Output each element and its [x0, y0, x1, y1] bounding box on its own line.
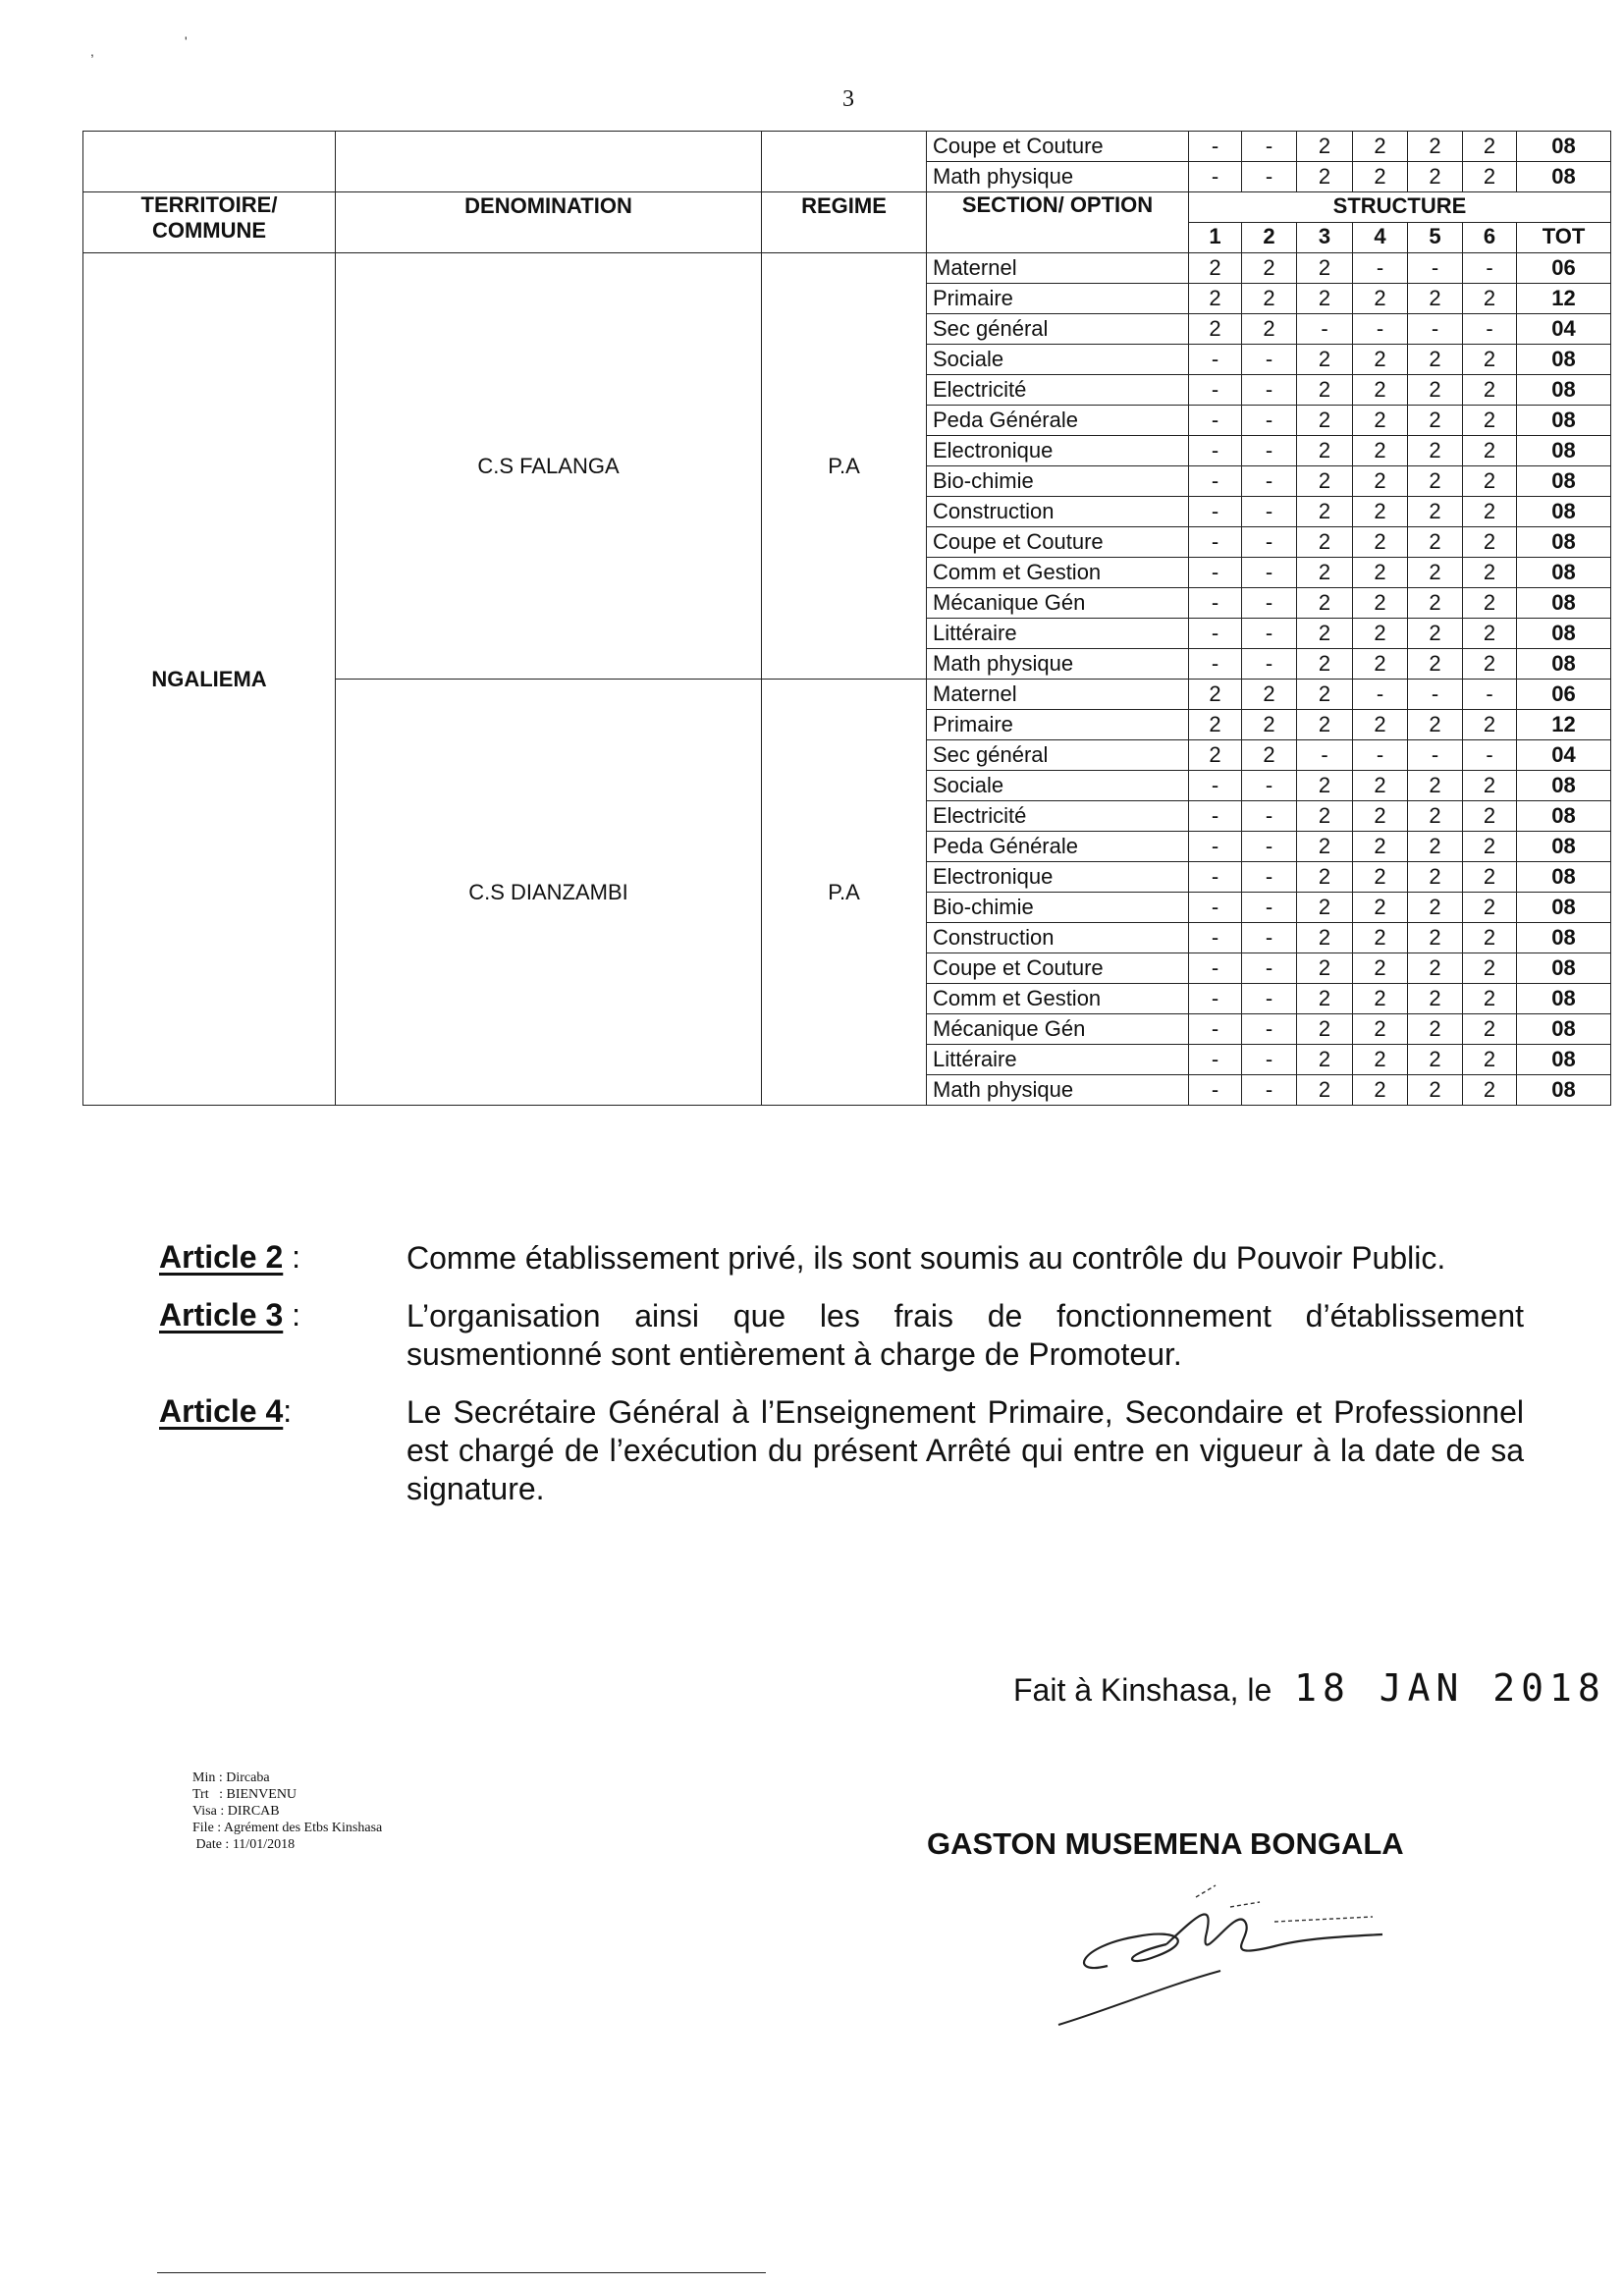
count-cell: 2 — [1463, 619, 1517, 649]
count-cell: 2 — [1353, 497, 1408, 527]
total-cell: 08 — [1517, 558, 1611, 588]
count-cell: 2 — [1408, 1075, 1463, 1106]
count-cell: 2 — [1297, 923, 1353, 953]
option-cell: Electronique — [927, 436, 1189, 466]
article — [159, 1297, 1524, 1374]
count-cell: 2 — [1463, 436, 1517, 466]
count-cell: - — [1463, 253, 1517, 284]
count-cell: 2 — [1297, 710, 1353, 740]
option-cell: Construction — [927, 497, 1189, 527]
count-cell: 2 — [1408, 132, 1463, 162]
count-cell: - — [1242, 649, 1297, 680]
header-col: 1 — [1189, 223, 1242, 253]
count-cell: 2 — [1408, 162, 1463, 192]
count-cell: 2 — [1353, 984, 1408, 1014]
count-cell: 2 — [1408, 466, 1463, 497]
count-cell: 2 — [1297, 345, 1353, 375]
total-cell: 04 — [1517, 740, 1611, 771]
count-cell: 2 — [1408, 558, 1463, 588]
article-label — [159, 1393, 406, 1508]
total-cell: 08 — [1517, 832, 1611, 862]
article-separator: : — [283, 1239, 301, 1275]
regime-cell: P.A — [762, 253, 927, 680]
option-cell: Electricité — [927, 801, 1189, 832]
count-cell: 2 — [1408, 497, 1463, 527]
total-cell: 06 — [1517, 253, 1611, 284]
count-cell: - — [1242, 984, 1297, 1014]
article-number: Article 4 — [159, 1393, 284, 1429]
count-cell: 2 — [1463, 345, 1517, 375]
count-cell: 2 — [1297, 984, 1353, 1014]
count-cell: 2 — [1463, 558, 1517, 588]
footer-rule — [157, 2272, 766, 2273]
count-cell: 2 — [1297, 162, 1353, 192]
count-cell: 2 — [1463, 162, 1517, 192]
option-cell: Coupe et Couture — [927, 527, 1189, 558]
count-cell: 2 — [1408, 771, 1463, 801]
option-cell: Mécanique Gén — [927, 1014, 1189, 1045]
count-cell: 2 — [1408, 893, 1463, 923]
count-cell: - — [1463, 740, 1517, 771]
article-text: L’organisation ainsi que les frais de fonctionnement d’établissement susmentionné sont entièrement à charge de Promoteur. — [406, 1298, 1524, 1372]
count-cell: 2 — [1189, 710, 1242, 740]
count-cell: 2 — [1353, 710, 1408, 740]
count-cell: - — [1242, 619, 1297, 649]
total-cell: 08 — [1517, 345, 1611, 375]
article-text: Comme établissement privé, ils sont soumis au contrôle du Pouvoir Public. — [406, 1240, 1446, 1276]
count-cell: 2 — [1463, 953, 1517, 984]
total-cell: 08 — [1517, 162, 1611, 192]
count-cell: 2 — [1463, 923, 1517, 953]
article-number: Article 2 — [159, 1239, 284, 1275]
count-cell: - — [1353, 314, 1408, 345]
option-cell: Peda Générale — [927, 832, 1189, 862]
count-cell: 2 — [1408, 984, 1463, 1014]
count-cell: - — [1189, 893, 1242, 923]
total-cell: 08 — [1517, 497, 1611, 527]
option-cell: Sec général — [927, 314, 1189, 345]
count-cell: 2 — [1297, 284, 1353, 314]
header-section: SECTION/ OPTION — [927, 192, 1189, 253]
option-cell: Sec général — [927, 740, 1189, 771]
count-cell: - — [1408, 740, 1463, 771]
total-cell: 12 — [1517, 284, 1611, 314]
total-cell: 08 — [1517, 132, 1611, 162]
count-cell: 2 — [1297, 1045, 1353, 1075]
count-cell: 2 — [1297, 253, 1353, 284]
count-cell: 2 — [1408, 375, 1463, 406]
reference-block — [192, 1769, 382, 1853]
count-cell: - — [1463, 680, 1517, 710]
total-cell: 08 — [1517, 923, 1611, 953]
count-cell: - — [1242, 801, 1297, 832]
count-cell: 2 — [1408, 1045, 1463, 1075]
empty-territory-cell — [83, 132, 336, 192]
count-cell: 2 — [1408, 862, 1463, 893]
count-cell: - — [1189, 953, 1242, 984]
header-col: 2 — [1242, 223, 1297, 253]
total-cell: 08 — [1517, 801, 1611, 832]
count-cell: - — [1189, 801, 1242, 832]
place-date-text: Fait à Kinshasa, le — [1013, 1672, 1272, 1708]
count-cell: 2 — [1297, 1014, 1353, 1045]
option-cell: Primaire — [927, 284, 1189, 314]
count-cell: - — [1189, 619, 1242, 649]
count-cell: 2 — [1463, 1075, 1517, 1106]
option-cell: Bio-chimie — [927, 893, 1189, 923]
option-cell: Electricité — [927, 375, 1189, 406]
count-cell: - — [1242, 162, 1297, 192]
article-label — [159, 1239, 406, 1278]
count-cell: 2 — [1242, 680, 1297, 710]
count-cell: - — [1189, 1014, 1242, 1045]
count-cell: 2 — [1408, 345, 1463, 375]
total-cell: 08 — [1517, 1075, 1611, 1106]
total-cell: 08 — [1517, 771, 1611, 801]
count-cell: - — [1189, 771, 1242, 801]
article-separator: : — [283, 1393, 293, 1429]
count-cell: - — [1297, 740, 1353, 771]
count-cell: 2 — [1297, 527, 1353, 558]
school-name-cell: C.S DIANZAMBI — [336, 680, 762, 1106]
count-cell: 2 — [1463, 375, 1517, 406]
count-cell: - — [1242, 497, 1297, 527]
count-cell: 2 — [1189, 314, 1242, 345]
count-cell: - — [1189, 162, 1242, 192]
place-date — [1013, 1666, 1606, 1710]
count-cell: - — [1242, 132, 1297, 162]
count-cell: - — [1242, 1014, 1297, 1045]
option-cell: Math physique — [927, 1075, 1189, 1106]
count-cell: 2 — [1189, 740, 1242, 771]
reference-line: Date : 11/01/2018 — [192, 1837, 296, 1852]
header-col: 3 — [1297, 223, 1353, 253]
count-cell: 2 — [1242, 314, 1297, 345]
count-cell: 2 — [1353, 284, 1408, 314]
count-cell: 2 — [1297, 832, 1353, 862]
count-cell: 2 — [1463, 710, 1517, 740]
option-cell: Littéraire — [927, 1045, 1189, 1075]
count-cell: 2 — [1463, 771, 1517, 801]
count-cell: 2 — [1463, 984, 1517, 1014]
option-cell: Primaire — [927, 710, 1189, 740]
count-cell: - — [1189, 375, 1242, 406]
count-cell: - — [1189, 558, 1242, 588]
count-cell: 2 — [1297, 862, 1353, 893]
school-name-cell: C.S FALANGA — [336, 253, 762, 680]
total-cell: 08 — [1517, 619, 1611, 649]
empty-denomination-cell — [336, 132, 762, 192]
count-cell: 2 — [1353, 588, 1408, 619]
count-cell: 2 — [1353, 953, 1408, 984]
article-number: Article 3 — [159, 1297, 284, 1333]
count-cell: 2 — [1297, 497, 1353, 527]
reference-line: Visa : DIRCAB — [192, 1804, 280, 1819]
count-cell: 2 — [1297, 558, 1353, 588]
count-cell: - — [1242, 953, 1297, 984]
count-cell: 2 — [1242, 284, 1297, 314]
count-cell: - — [1189, 862, 1242, 893]
handwritten-signature — [1049, 1878, 1422, 2044]
count-cell: - — [1189, 1045, 1242, 1075]
territory-cell: NGALIEMA — [83, 253, 336, 1106]
count-cell: 2 — [1353, 406, 1408, 436]
count-cell: - — [1189, 497, 1242, 527]
total-cell: 08 — [1517, 862, 1611, 893]
count-cell: - — [1242, 588, 1297, 619]
count-cell: - — [1242, 923, 1297, 953]
count-cell: 2 — [1463, 466, 1517, 497]
count-cell: 2 — [1408, 436, 1463, 466]
count-cell: 2 — [1297, 406, 1353, 436]
count-cell: 2 — [1353, 527, 1408, 558]
total-cell: 08 — [1517, 527, 1611, 558]
count-cell: 2 — [1463, 862, 1517, 893]
count-cell: - — [1189, 345, 1242, 375]
count-cell: 2 — [1463, 406, 1517, 436]
count-cell: 2 — [1353, 1075, 1408, 1106]
count-cell: 2 — [1408, 832, 1463, 862]
count-cell: 2 — [1242, 740, 1297, 771]
signatory-name: GASTON MUSEMENA BONGALA — [927, 1826, 1404, 1861]
count-cell: - — [1242, 375, 1297, 406]
count-cell: - — [1189, 1075, 1242, 1106]
count-cell: 2 — [1353, 649, 1408, 680]
table-row — [83, 132, 1611, 162]
option-cell: Sociale — [927, 771, 1189, 801]
option-cell: Comm et Gestion — [927, 558, 1189, 588]
count-cell: - — [1189, 406, 1242, 436]
total-cell: 08 — [1517, 588, 1611, 619]
header-territoire: TERRITOIRE/ COMMUNE — [83, 192, 336, 253]
count-cell: 2 — [1353, 862, 1408, 893]
count-cell: - — [1242, 893, 1297, 923]
header-col: TOT — [1517, 223, 1611, 253]
article — [159, 1239, 1524, 1278]
header-col: 6 — [1463, 223, 1517, 253]
count-cell: - — [1242, 345, 1297, 375]
count-cell: 2 — [1189, 253, 1242, 284]
count-cell: - — [1242, 1075, 1297, 1106]
count-cell: - — [1242, 862, 1297, 893]
count-cell: 2 — [1463, 893, 1517, 923]
count-cell: 2 — [1297, 1075, 1353, 1106]
count-cell: 2 — [1408, 710, 1463, 740]
count-cell: 2 — [1408, 1014, 1463, 1045]
count-cell: - — [1242, 832, 1297, 862]
article-text: Le Secrétaire Général à l’Enseignement Primaire, Secondaire et Professionnel est chargé de l’exécution du présent Arrêté qui entre en vigueur à la date de sa signature. — [406, 1394, 1524, 1506]
count-cell: 2 — [1297, 649, 1353, 680]
total-cell: 08 — [1517, 436, 1611, 466]
articles-section — [159, 1239, 1524, 1528]
option-cell: Coupe et Couture — [927, 953, 1189, 984]
table-row — [83, 253, 1611, 284]
count-cell: 2 — [1353, 801, 1408, 832]
option-cell: Math physique — [927, 649, 1189, 680]
option-cell: Maternel — [927, 253, 1189, 284]
count-cell: - — [1189, 132, 1242, 162]
count-cell: 2 — [1408, 801, 1463, 832]
count-cell: 2 — [1353, 466, 1408, 497]
total-cell: 08 — [1517, 984, 1611, 1014]
count-cell: - — [1408, 680, 1463, 710]
total-cell: 08 — [1517, 1045, 1611, 1075]
reference-line: Min : Dircaba — [192, 1770, 270, 1785]
count-cell: 2 — [1463, 649, 1517, 680]
count-cell: - — [1242, 436, 1297, 466]
count-cell: - — [1189, 527, 1242, 558]
count-cell: 2 — [1408, 588, 1463, 619]
option-cell: Littéraire — [927, 619, 1189, 649]
option-cell: Construction — [927, 923, 1189, 953]
count-cell: 2 — [1353, 1045, 1408, 1075]
total-cell: 08 — [1517, 375, 1611, 406]
count-cell: - — [1242, 466, 1297, 497]
count-cell: 2 — [1297, 801, 1353, 832]
count-cell: 2 — [1463, 497, 1517, 527]
date-stamp: 18 JAN 2018 — [1294, 1666, 1606, 1710]
count-cell: 2 — [1297, 680, 1353, 710]
option-cell: Math physique — [927, 162, 1189, 192]
count-cell: 2 — [1353, 436, 1408, 466]
header-structure: STRUCTURE — [1189, 192, 1611, 223]
total-cell: 08 — [1517, 649, 1611, 680]
count-cell: 2 — [1189, 680, 1242, 710]
count-cell: 2 — [1297, 588, 1353, 619]
count-cell: - — [1353, 740, 1408, 771]
total-cell: 08 — [1517, 406, 1611, 436]
count-cell: - — [1242, 771, 1297, 801]
article-separator: : — [283, 1297, 301, 1333]
count-cell: 2 — [1297, 375, 1353, 406]
count-cell: 2 — [1353, 832, 1408, 862]
total-cell: 08 — [1517, 893, 1611, 923]
count-cell: 2 — [1408, 923, 1463, 953]
count-cell: 2 — [1297, 893, 1353, 923]
count-cell: - — [1189, 832, 1242, 862]
option-cell: Maternel — [927, 680, 1189, 710]
count-cell: 2 — [1297, 466, 1353, 497]
count-cell: 2 — [1297, 436, 1353, 466]
empty-regime-cell — [762, 132, 927, 192]
option-cell: Peda Générale — [927, 406, 1189, 436]
option-cell: Mécanique Gén — [927, 588, 1189, 619]
count-cell: 2 — [1297, 953, 1353, 984]
total-cell: 08 — [1517, 1014, 1611, 1045]
header-denomination: DENOMINATION — [336, 192, 762, 253]
scan-mark: , — [90, 43, 94, 59]
count-cell: 2 — [1408, 649, 1463, 680]
count-cell: 2 — [1353, 771, 1408, 801]
count-cell: 2 — [1408, 619, 1463, 649]
count-cell: - — [1408, 253, 1463, 284]
count-cell: - — [1408, 314, 1463, 345]
option-cell: Coupe et Couture — [927, 132, 1189, 162]
count-cell: - — [1189, 984, 1242, 1014]
count-cell: - — [1242, 1045, 1297, 1075]
option-cell: Sociale — [927, 345, 1189, 375]
option-cell: Electronique — [927, 862, 1189, 893]
count-cell: 2 — [1353, 1014, 1408, 1045]
count-cell: - — [1353, 253, 1408, 284]
count-cell: 2 — [1408, 406, 1463, 436]
count-cell: - — [1242, 527, 1297, 558]
school-structure-table — [82, 131, 1611, 1106]
count-cell: 2 — [1297, 132, 1353, 162]
count-cell: 2 — [1297, 619, 1353, 649]
header-col: 4 — [1353, 223, 1408, 253]
total-cell: 04 — [1517, 314, 1611, 345]
count-cell: - — [1297, 314, 1353, 345]
count-cell: 2 — [1463, 132, 1517, 162]
header-regime: REGIME — [762, 192, 927, 253]
reference-line: Trt : BIENVENU — [192, 1787, 298, 1802]
count-cell: - — [1242, 406, 1297, 436]
count-cell: 2 — [1463, 832, 1517, 862]
page-number: 3 — [842, 86, 854, 112]
count-cell: 2 — [1408, 284, 1463, 314]
count-cell: 2 — [1353, 558, 1408, 588]
count-cell: - — [1189, 588, 1242, 619]
option-cell: Bio-chimie — [927, 466, 1189, 497]
count-cell: - — [1189, 649, 1242, 680]
count-cell: 2 — [1353, 923, 1408, 953]
count-cell: 2 — [1353, 162, 1408, 192]
article — [159, 1393, 1524, 1508]
header-row — [83, 192, 1611, 223]
count-cell: - — [1463, 314, 1517, 345]
total-cell: 08 — [1517, 953, 1611, 984]
count-cell: - — [1353, 680, 1408, 710]
count-cell: 2 — [1463, 588, 1517, 619]
option-cell: Comm et Gestion — [927, 984, 1189, 1014]
count-cell: 2 — [1297, 771, 1353, 801]
count-cell: 2 — [1463, 284, 1517, 314]
count-cell: - — [1242, 558, 1297, 588]
count-cell: 2 — [1353, 375, 1408, 406]
count-cell: 2 — [1353, 893, 1408, 923]
count-cell: 2 — [1242, 253, 1297, 284]
count-cell: 2 — [1463, 527, 1517, 558]
count-cell: 2 — [1463, 801, 1517, 832]
count-cell: 2 — [1463, 1014, 1517, 1045]
article-label — [159, 1297, 406, 1374]
count-cell: 2 — [1353, 619, 1408, 649]
count-cell: 2 — [1242, 710, 1297, 740]
total-cell: 12 — [1517, 710, 1611, 740]
total-cell: 06 — [1517, 680, 1611, 710]
scan-mark: ' — [185, 33, 188, 49]
count-cell: 2 — [1353, 132, 1408, 162]
count-cell: 2 — [1463, 1045, 1517, 1075]
total-cell: 08 — [1517, 466, 1611, 497]
reference-line: File : Agrément des Etbs Kinshasa — [192, 1821, 383, 1835]
count-cell: 2 — [1408, 953, 1463, 984]
count-cell: - — [1189, 466, 1242, 497]
count-cell: 2 — [1408, 527, 1463, 558]
count-cell: 2 — [1189, 284, 1242, 314]
count-cell: 2 — [1353, 345, 1408, 375]
count-cell: - — [1189, 436, 1242, 466]
count-cell: - — [1189, 923, 1242, 953]
regime-cell: P.A — [762, 680, 927, 1106]
header-col: 5 — [1408, 223, 1463, 253]
